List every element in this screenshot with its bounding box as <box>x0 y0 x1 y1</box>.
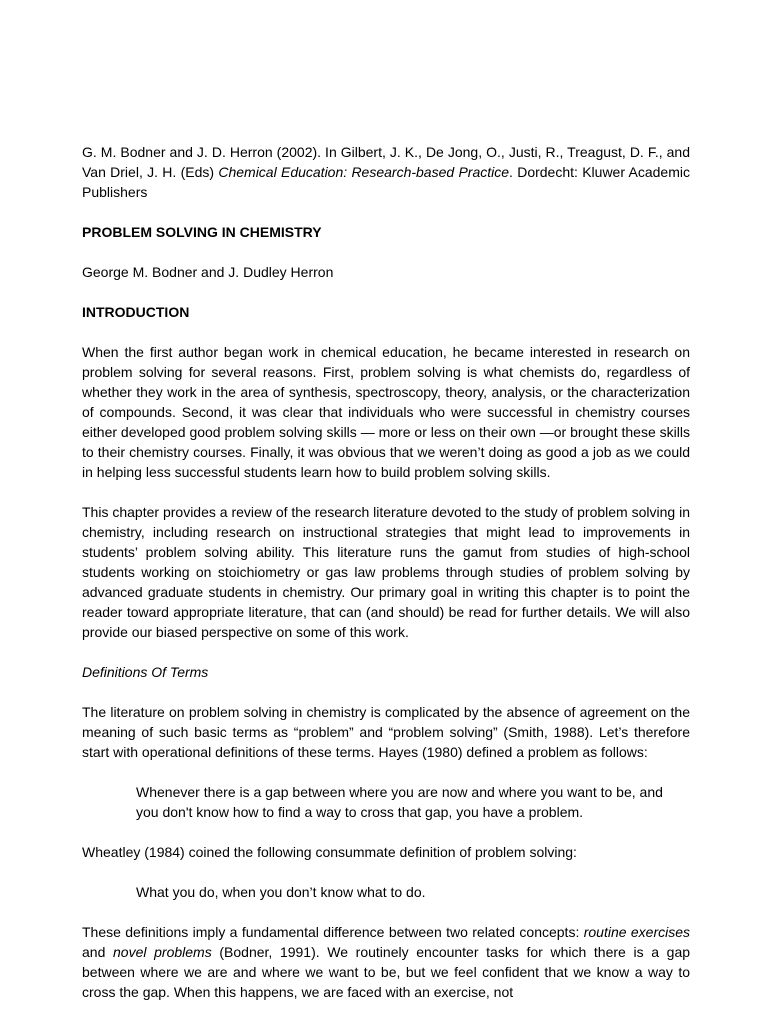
citation <box>82 142 690 202</box>
final-paragraph <box>82 922 690 1002</box>
intro-paragraph-1: When the first author began work in chemical education, he became interested in research on problem solving for several reasons. First, problem solving is what chemists do, regardless of whether they work in the area of synthesis, spectroscopy, theory, analysis, or the characterization of compounds. Second, it was clear that individuals who were successful in chemistry courses either developed good problem solving skills — more or less on their own —or brought these skills to their chemistry courses. Finally, it was obvious that we weren’t doing as good a job as we could in helping less successful students learn how to build problem solving skills. <box>82 344 690 480</box>
authors: George M. Bodner and J. Dudley Herron <box>82 264 334 280</box>
intro-heading: INTRODUCTION <box>82 304 190 320</box>
definitions-paragraph-2: Wheatley (1984) coined the following consummate definition of problem solving: <box>82 844 577 860</box>
document-page <box>82 142 690 1022</box>
chapter-title: PROBLEM SOLVING IN CHEMISTRY <box>82 224 322 240</box>
final-text-3: (Bodner, 1991). We routinely encounter tasks for which there is a gap between where we are and where we want to be, but we feel confident that we know a way to cross the gap. When this happens, we are faced with an exercise, not <box>82 944 691 1000</box>
term-novel-problems: novel problems <box>113 944 212 960</box>
book-title: Chemical Education: Research-based Practice <box>218 164 510 180</box>
intro-paragraph-2: This chapter provides a review of the research literature devoted to the study of problem solving in chemistry, including research on instructional strategies that might lead to improvements in students’ problem solving ability. This literature runs the gamut from studies of high-school students working on stoichiometry or gas law problems through studies of problem solving by advanced graduate students in chemistry. Our primary goal in writing this chapter is to point the reader toward appropriate literature, that can (and should) be read for further details. We will also provide our biased perspective on some of this work. <box>82 504 690 640</box>
wheatley-quote: What you do, when you don’t know what to do. <box>136 884 426 900</box>
hayes-quote: Whenever there is a gap between where you are now and where you want to be, and you don't know how to find a way to cross that gap, you have a problem. <box>136 784 663 820</box>
term-routine-exercises: routine exercises <box>583 924 690 940</box>
definitions-heading: Definitions Of Terms <box>82 664 209 680</box>
citation-publisher: . Dordecht: Kluwer Academic Publishers <box>82 164 690 200</box>
citation-text: G. M. Bodner and J. D. Herron (2002). In Gilbert, J. K., De Jong, O., Justi, R., Treagust, D. F., and Van Driel, J. H. (Eds) <box>82 144 690 180</box>
definitions-paragraph-1: The literature on problem solving in chemistry is complicated by the absence of agreement on the meaning of such basic terms as “problem” and “problem solving” (Smith, 1988). Let’s therefore start with operational definitions of these terms. Hayes (1980) defined a problem as follows: <box>82 704 690 760</box>
final-text-1: These definitions imply a fundamental difference between two related concepts: <box>82 924 584 940</box>
final-text-2: and <box>82 944 114 960</box>
